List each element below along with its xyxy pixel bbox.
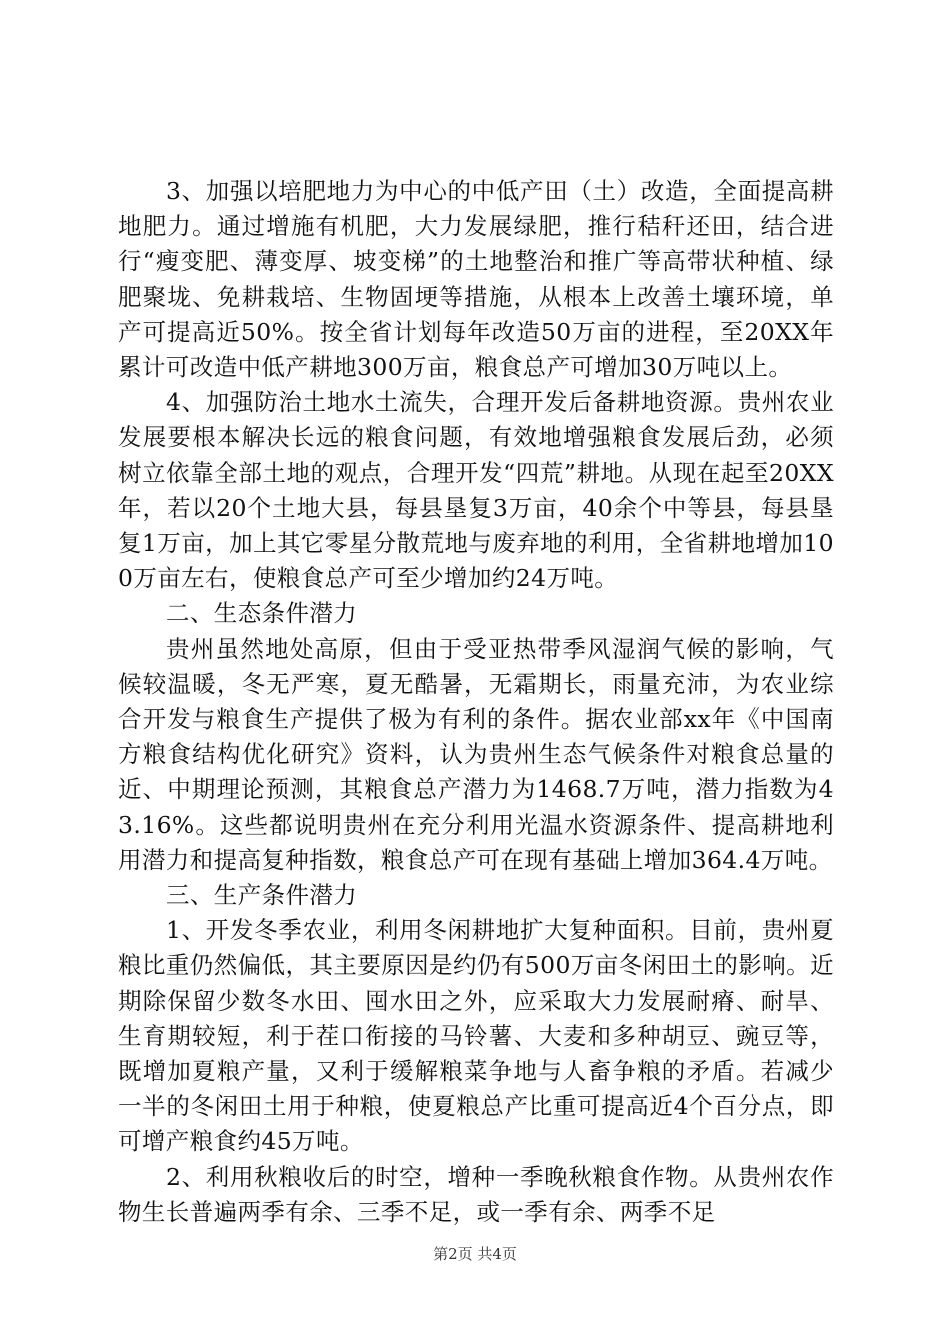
document-body — [118, 174, 834, 1230]
paragraph-late-autumn-crops: 2、利用秋粮收后的时空，增种一季晚秋粮食作物。从贵州农作物生长普遍两季有余、三季不足，或一季有余、两季不足 — [118, 1162, 834, 1226]
paragraph-erosion-control: 4、加强防治土地水土流失，合理开发后备耕地资源。贵州农业发展要根本解决长远的粮食问题，有效地增强粮食发展后劲，必须树立依靠全部土地的观点，合理开发“四荒”耕地。从现在起至20XX年，若以20个土地大县，每县垦复3万亩，40余个中等县，每县垦复1万亩，加上其它零星分散荒地与废弃地的利用，全省耕地增加100万亩左右，使粮食总产可至少增加约24万吨。 — [118, 388, 834, 593]
paragraph-ecology: 贵州虽然地处高原，但由于受亚热带季风湿润气候的影响，气候较温暖，冬无严寒，夏无酷暑，无霜期长，雨量充沛，为农业综合开发与粮食生产提供了极为有利的条件。据农业部xx年《中国南方粮食结构优化研究》资料，认为贵州生态气候条件对粮食总量的近、中期理论预测，其粮食总产潜力为1468.7万吨，潜力指数为43.16%。这些都说明贵州在充分利用光温水资源条件、提高耕地利用潜力和提高复种指数，粮食总产可在现有基础上增加364.4万吨。 — [118, 634, 834, 874]
section-heading-ecology: 二、生态条件潜力 — [166, 599, 358, 628]
paragraph-soil-improvement: 3、加强以培肥地力为中心的中低产田（土）改造，全面提高耕地肥力。通过增施有机肥，大力发展绿肥，推行秸秆还田，结合进行“瘦变肥、薄变厚、坡变梯”的土地整治和推广等高带状种植、绿肥聚垅、免耕栽培、生物固埂等措施，从根本上改善土壤环境，单产可提高近50%。按全省计划每年改造50万亩的进程，至20XX年累计可改造中低产耕地300万亩，粮食总产可增加30万吨以上。 — [118, 177, 834, 382]
section-heading-production: 三、生产条件潜力 — [166, 881, 358, 910]
paragraph-winter-agriculture: 1、开发冬季农业，利用冬闲耕地扩大复种面积。目前，贵州夏粮比重仍然偏低，其主要原因是约仍有500万亩冬闲田土的影响。近期除保留少数冬水田、囤水田之外，应采取大力发展耐瘠、耐旱、生育期较短，利于茬口衔接的马铃薯、大麦和多种胡豆、豌豆等，既增加夏粮产量，又利于缓解粮菜争地与人畜争粮的矛盾。若减少一半的冬闲田土用于种粮，使夏粮总产比重可提高近4个百分点，即可增产粮食约45万吨。 — [118, 916, 834, 1156]
page-footer: 第2页 共4页 — [433, 1245, 517, 1263]
